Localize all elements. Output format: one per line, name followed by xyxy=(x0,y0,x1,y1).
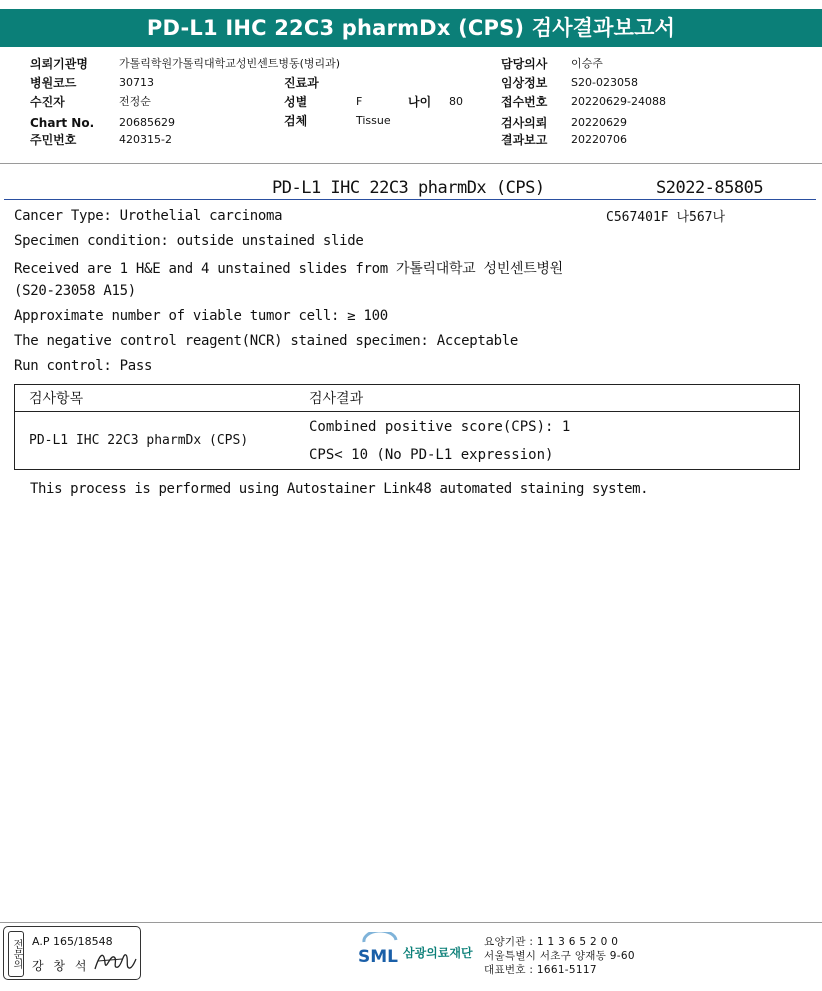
signature-icon xyxy=(92,947,138,975)
receipt-value: 20220629-24088 xyxy=(571,95,666,108)
hospital-value: 가톨릭학원가톨릭대학교성빈센트병동(병리과) xyxy=(119,57,341,70)
age-label: 나이 xyxy=(408,95,432,109)
stamp-ap-number: A.P 165/18548 xyxy=(32,935,113,948)
id-label: 주민번호 xyxy=(30,133,77,147)
header-divider xyxy=(0,163,822,164)
receipt-label: 접수번호 xyxy=(501,95,548,109)
code-value: 30713 xyxy=(119,76,154,89)
col-item-header: 검사항목 xyxy=(15,385,310,412)
logo-text: SML xyxy=(358,947,398,967)
patient-value: 전정순 xyxy=(119,95,151,108)
logo-korean: 삼광의료재단 xyxy=(403,946,473,960)
chart-label: Chart No. xyxy=(30,116,95,130)
request-value: 20220629 xyxy=(571,116,627,129)
table-row xyxy=(15,412,800,470)
sex-value: F xyxy=(356,95,363,108)
sex-label: 성별 xyxy=(284,95,308,109)
cps-interpretation: CPS< 10 (No PD-L1 expression) xyxy=(309,446,554,463)
patient-label: 수진자 xyxy=(30,95,65,109)
age-value: 80 xyxy=(449,95,463,108)
cps-score: Combined positive score(CPS): 1 xyxy=(309,418,571,435)
stamp-title: 전문의 xyxy=(8,931,24,977)
chart-value: 20685629 xyxy=(119,116,175,129)
ncr-line: The negative control reagent(NCR) stained specimen: Acceptable xyxy=(14,333,518,349)
code-label: 병원코드 xyxy=(30,76,77,90)
result-item: PD-L1 IHC 22C3 pharmDx (CPS) xyxy=(15,412,310,470)
run-control-line: Run control: Pass xyxy=(14,358,153,374)
report-date-label: 결과보고 xyxy=(501,133,548,147)
sml-logo-icon xyxy=(356,932,402,970)
result-table-header xyxy=(15,385,800,412)
received-line: Received are 1 H&E and 4 unstained slides from 가톨릭대학교 성빈센트병원 xyxy=(14,261,563,277)
specimen-label: 검체 xyxy=(284,114,308,128)
process-note: This process is performed using Autostainer Link48 automated staining system. xyxy=(30,481,649,497)
request-label: 검사의뢰 xyxy=(501,116,548,130)
col-result-header: 검사결과 xyxy=(309,385,800,412)
id-value: 420315-2 xyxy=(119,133,172,146)
specimen-id: S2022-85805 xyxy=(656,178,764,198)
specimen-value: Tissue xyxy=(356,114,391,127)
test-title: PD-L1 IHC 22C3 pharmDx (CPS) xyxy=(272,178,545,198)
address: 서울특별시 서초구 양재동 9-60 xyxy=(484,950,635,962)
result-table xyxy=(14,384,800,470)
phone: 대표번호 : 1661-5117 xyxy=(484,964,597,976)
report-title: PD-L1 IHC 22C3 pharmDx (CPS) 검사결과보고서 xyxy=(0,9,822,47)
cancer-type-line: Cancer Type: Urothelial carcinoma xyxy=(14,208,283,224)
institution-code: 요양기관 : 1 1 3 6 5 2 0 0 xyxy=(484,936,619,948)
block-id-line: (S20-23058 A15) xyxy=(14,283,136,299)
clinical-value: S20-023058 xyxy=(571,76,638,89)
specimen-code: C567401F 나567나 xyxy=(606,210,726,225)
tumor-cell-line: Approximate number of viable tumor cell: ≥ 100 xyxy=(14,308,388,324)
report-date-value: 20220706 xyxy=(571,133,627,146)
dept-label: 진료과 xyxy=(284,76,319,90)
hospital-label: 의뢰기관명 xyxy=(30,57,88,71)
result-values xyxy=(309,412,800,470)
clinical-label: 임상정보 xyxy=(501,76,548,90)
doctor-label: 담당의사 xyxy=(501,57,548,71)
stamp-name: 강 창 석 xyxy=(32,959,90,973)
footer-divider xyxy=(0,922,822,923)
title-underline xyxy=(4,199,816,200)
doctor-value: 이승주 xyxy=(571,57,603,70)
pathologist-stamp xyxy=(3,926,141,980)
specimen-condition-line: Specimen condition: outside unstained slide xyxy=(14,233,364,249)
